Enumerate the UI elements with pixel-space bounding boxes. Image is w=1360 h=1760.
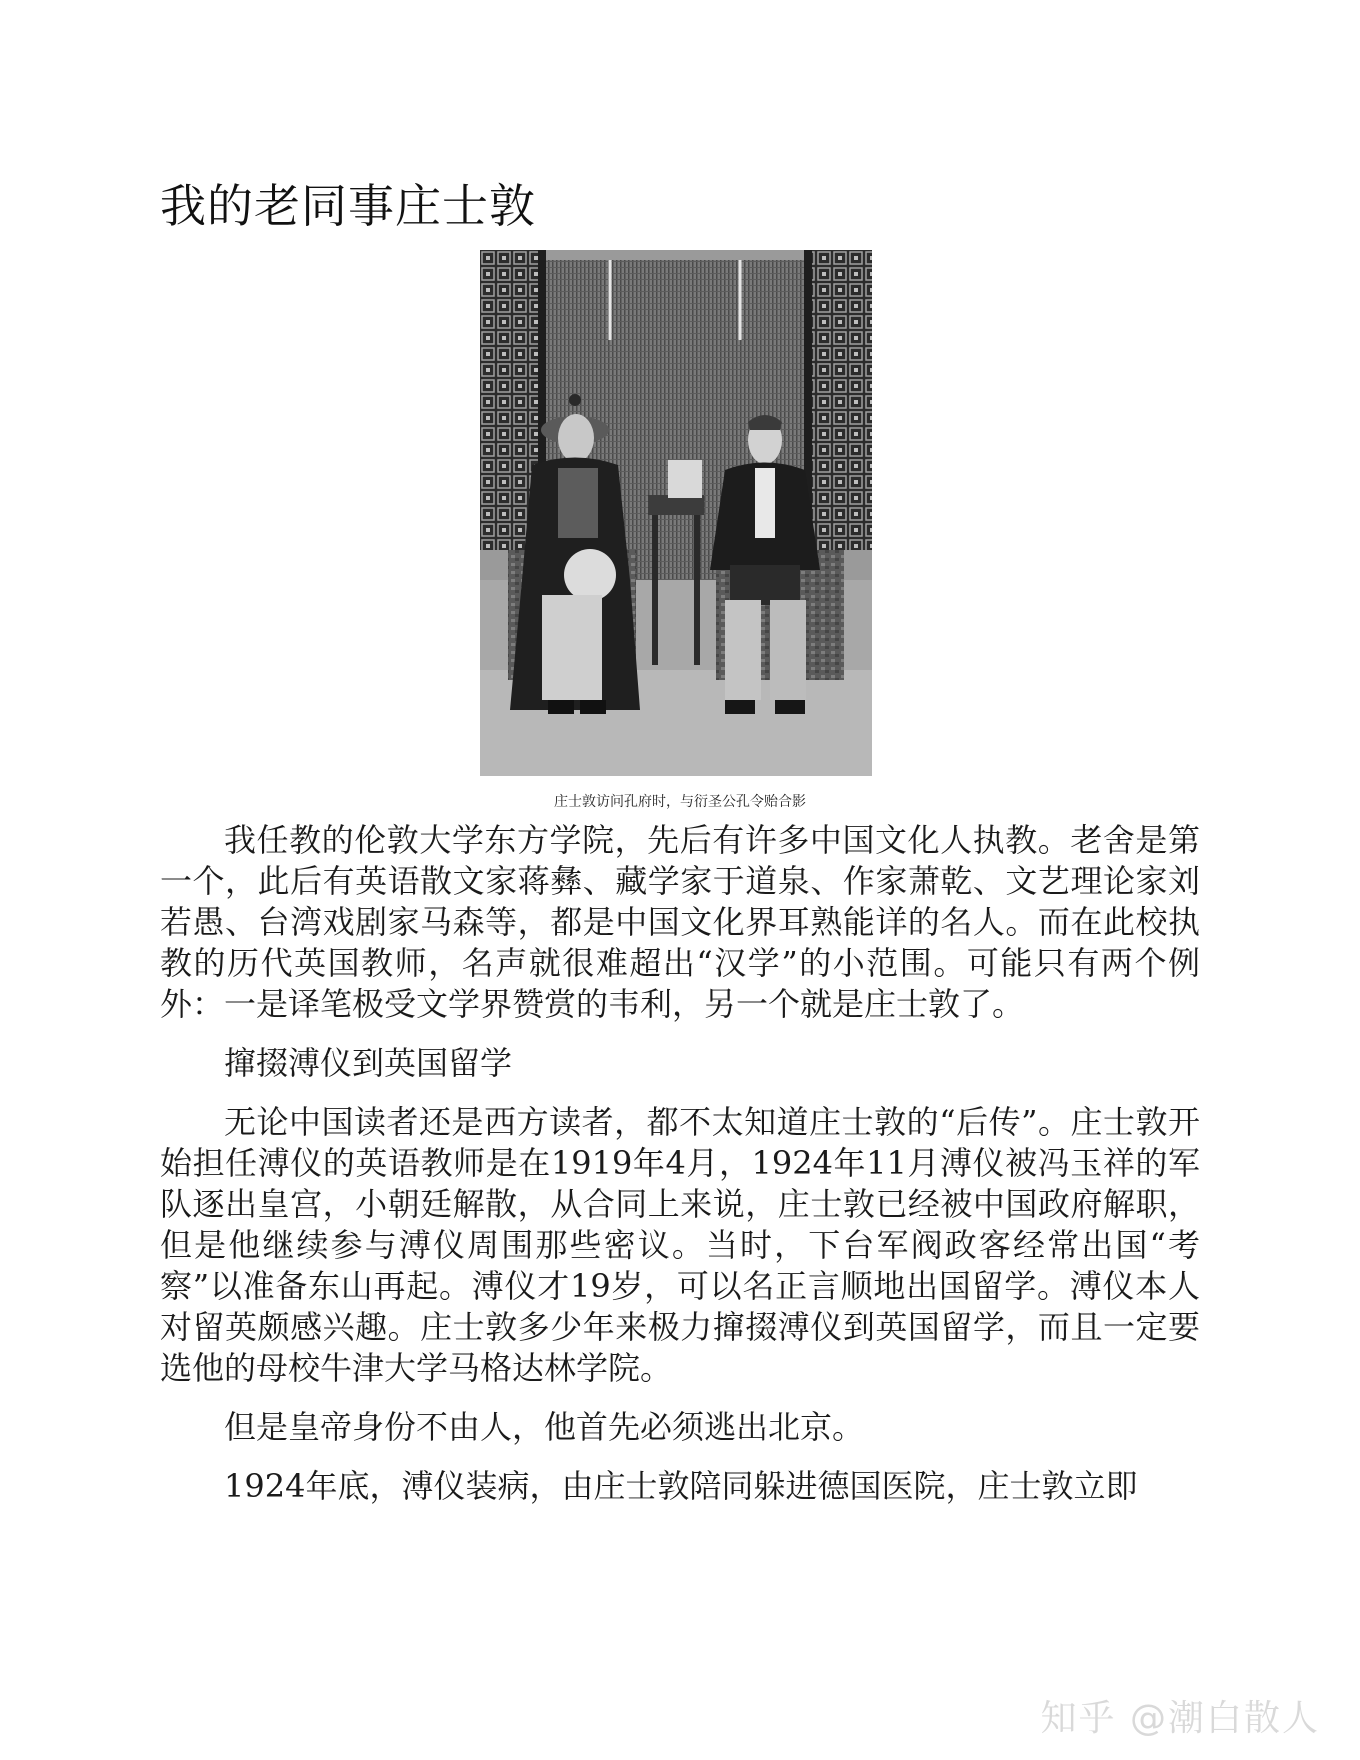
paragraph-study-abroad: 无论中国读者还是西方读者，都不太知道庄士敦的“后传”。庄士敦开始担任溥仪的英语教师是在1919年4月，1924年11月溥仪被冯玉祥的军队逐出皇宫，小朝廷解散，从合同上来说，庄士敦已经被中国政府解职，但是他继续参与溥仪周围那些密议。当时，下台军阀政客经常出国“考察”以准备东山再起。溥仪才19岁，可以名正言顺地出国留学。溥仪本人对留英颇感兴趣。庄士敦多少年来极力撺掇溥仪到英国留学，而且一定要选他的母校牛津大学马格达林学院。 bbox=[160, 1103, 1200, 1387]
article-body bbox=[160, 820, 1200, 1525]
article-title: 我的老同事庄士敦 bbox=[160, 179, 536, 233]
historical-photo bbox=[480, 250, 872, 776]
zhihu-watermark: 知乎 @潮白散人 bbox=[1040, 1698, 1320, 1739]
figure-caption: 庄士敦访问孔府时，与衍圣公孔令贻合影 bbox=[554, 794, 806, 810]
paragraph-hospital: 1924年底，溥仪装病，由庄士敦陪同躲进德国医院，庄士敦立即 bbox=[224, 1467, 1138, 1505]
paragraph-escape: 但是皇帝身份不由人，他首先必须逃出北京。 bbox=[224, 1408, 865, 1446]
section-heading: 撺掇溥仪到英国留学 bbox=[224, 1044, 513, 1082]
photo-illustration bbox=[480, 250, 872, 776]
paragraph-intro: 我任教的伦敦大学东方学院，先后有许多中国文化人执教。老舍是第一个，此后有英语散文家蒋彝、藏学家于道泉、作家萧乾、文艺理论家刘若愚、台湾戏剧家马森等，都是中国文化界耳熟能详的名人。而在此校执教的历代英国教师，名声就很难超出“汉学”的小范围。可能只有两个例外：一是译笔极受文学界赞赏的韦利，另一个就是庄士敦了。 bbox=[160, 821, 1200, 1023]
